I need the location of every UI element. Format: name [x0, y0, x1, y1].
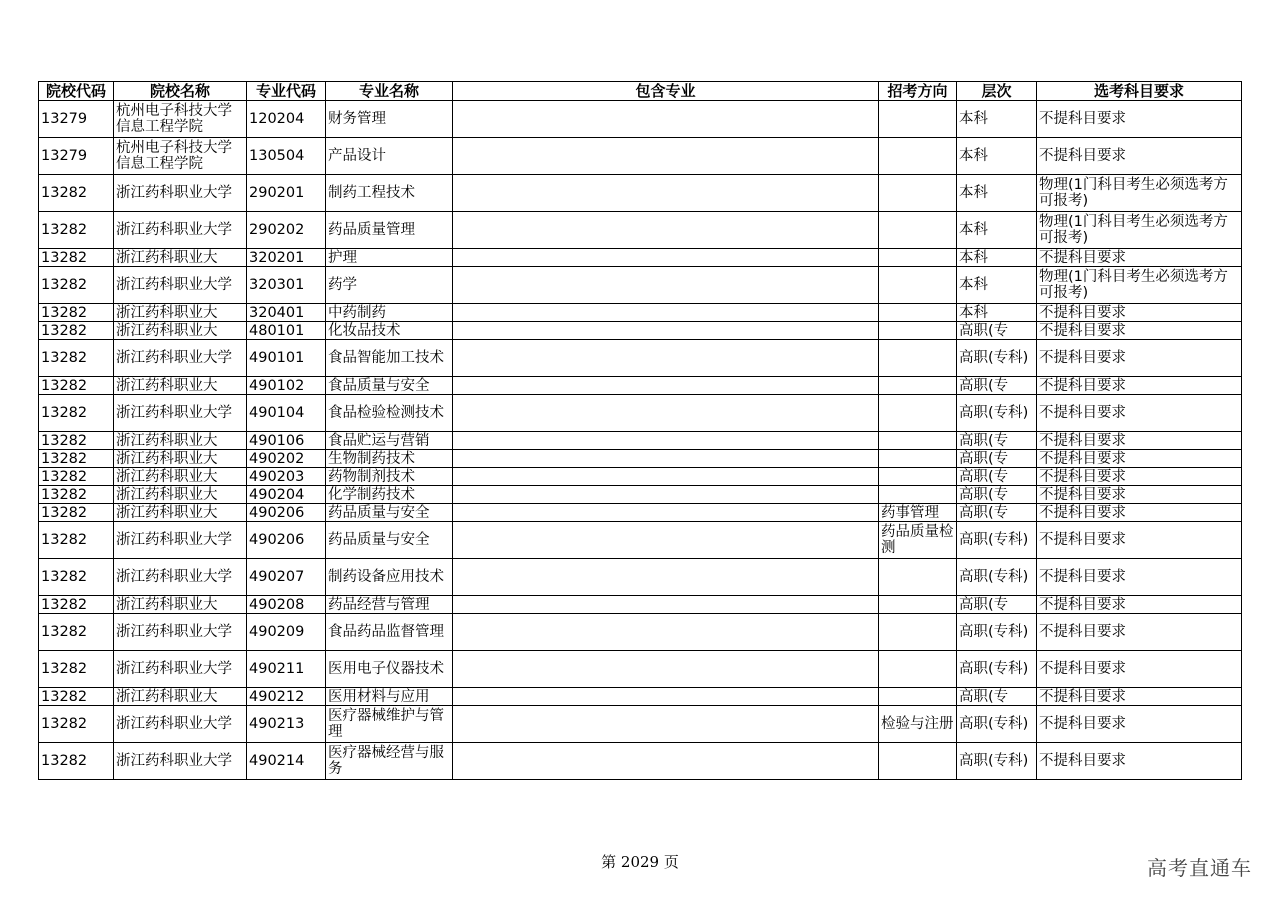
table-row — [39, 596, 1242, 614]
cell-school-name: 浙江药科职业大学 — [114, 212, 247, 249]
cell-school-code: 13282 — [39, 432, 114, 450]
cell-direction — [879, 559, 957, 596]
cell-major-code: 320201 — [247, 249, 326, 267]
cell-direction — [879, 304, 957, 322]
cell-school-name: 浙江药科职业大学 — [114, 614, 247, 651]
cell-major-name: 药品质量管理 — [326, 212, 453, 249]
header-major-code: 专业代码 — [247, 82, 326, 101]
cell-subject-requirement: 不提科目要求 — [1037, 101, 1242, 138]
cell-major-code: 130504 — [247, 138, 326, 175]
cell-subject-requirement: 不提科目要求 — [1037, 249, 1242, 267]
table-body — [39, 101, 1242, 780]
cell-major-code: 490204 — [247, 486, 326, 504]
cell-subject-requirement: 不提科目要求 — [1037, 614, 1242, 651]
cell-included-majors — [453, 395, 879, 432]
cell-included-majors — [453, 249, 879, 267]
cell-subject-requirement: 不提科目要求 — [1037, 522, 1242, 559]
cell-subject-requirement: 不提科目要求 — [1037, 432, 1242, 450]
cell-included-majors — [453, 267, 879, 304]
cell-major-name: 制药设备应用技术 — [326, 559, 453, 596]
cell-major-code: 490211 — [247, 651, 326, 688]
cell-level: 高职(专 — [957, 322, 1037, 340]
table-row — [39, 395, 1242, 432]
table-row — [39, 504, 1242, 522]
cell-level: 本科 — [957, 304, 1037, 322]
cell-school-code: 13282 — [39, 249, 114, 267]
header-major-name: 专业名称 — [326, 82, 453, 101]
cell-subject-requirement: 不提科目要求 — [1037, 486, 1242, 504]
cell-direction: 检验与注册 — [879, 706, 957, 743]
cell-major-code: 480101 — [247, 322, 326, 340]
cell-major-name: 医疗器械经营与服务 — [326, 743, 453, 780]
table-row — [39, 322, 1242, 340]
cell-major-code: 490202 — [247, 450, 326, 468]
cell-major-code: 490104 — [247, 395, 326, 432]
cell-included-majors — [453, 175, 879, 212]
cell-included-majors — [453, 212, 879, 249]
cell-direction — [879, 138, 957, 175]
cell-direction — [879, 377, 957, 395]
cell-level: 高职(专 — [957, 486, 1037, 504]
cell-level: 高职(专 — [957, 596, 1037, 614]
cell-major-code: 490214 — [247, 743, 326, 780]
cell-major-name: 财务管理 — [326, 101, 453, 138]
cell-direction — [879, 249, 957, 267]
cell-school-name: 杭州电子科技大学信息工程学院 — [114, 101, 247, 138]
cell-school-code: 13282 — [39, 340, 114, 377]
cell-level: 高职(专科) — [957, 651, 1037, 688]
cell-subject-requirement: 不提科目要求 — [1037, 688, 1242, 706]
cell-level: 高职(专科) — [957, 559, 1037, 596]
cell-school-code: 13282 — [39, 688, 114, 706]
cell-direction — [879, 468, 957, 486]
cell-included-majors — [453, 522, 879, 559]
cell-level: 高职(专 — [957, 468, 1037, 486]
cell-direction — [879, 322, 957, 340]
cell-level: 高职(专 — [957, 450, 1037, 468]
cell-included-majors — [453, 651, 879, 688]
cell-school-code: 13279 — [39, 138, 114, 175]
table-row — [39, 212, 1242, 249]
header-school-code: 院校代码 — [39, 82, 114, 101]
cell-level: 高职(专 — [957, 377, 1037, 395]
cell-direction — [879, 614, 957, 651]
cell-major-name: 食品质量与安全 — [326, 377, 453, 395]
cell-level: 高职(专科) — [957, 395, 1037, 432]
cell-major-name: 制药工程技术 — [326, 175, 453, 212]
cell-direction — [879, 267, 957, 304]
cell-included-majors — [453, 138, 879, 175]
cell-school-code: 13282 — [39, 504, 114, 522]
cell-major-name: 药品经营与管理 — [326, 596, 453, 614]
cell-level: 本科 — [957, 267, 1037, 304]
cell-level: 高职(专科) — [957, 522, 1037, 559]
cell-major-name: 化学制药技术 — [326, 486, 453, 504]
table-row — [39, 304, 1242, 322]
cell-major-code: 120204 — [247, 101, 326, 138]
watermark: 高考直通车 — [1147, 856, 1252, 880]
cell-school-name: 浙江药科职业大 — [114, 688, 247, 706]
cell-direction — [879, 596, 957, 614]
cell-school-code: 13282 — [39, 596, 114, 614]
cell-subject-requirement: 物理(1门科目考生必须选考方可报考) — [1037, 212, 1242, 249]
page-number: 第 2029 页 — [601, 853, 679, 871]
cell-included-majors — [453, 304, 879, 322]
cell-school-name: 浙江药科职业大 — [114, 432, 247, 450]
cell-direction — [879, 486, 957, 504]
cell-school-name: 浙江药科职业大 — [114, 504, 247, 522]
admission-table — [38, 81, 1242, 780]
cell-major-code: 290201 — [247, 175, 326, 212]
cell-major-code: 490206 — [247, 522, 326, 559]
cell-school-name: 浙江药科职业大 — [114, 450, 247, 468]
cell-subject-requirement: 不提科目要求 — [1037, 559, 1242, 596]
cell-included-majors — [453, 377, 879, 395]
cell-direction — [879, 450, 957, 468]
table-row — [39, 486, 1242, 504]
table-row — [39, 706, 1242, 743]
cell-major-code: 490207 — [247, 559, 326, 596]
cell-major-code: 290202 — [247, 212, 326, 249]
header-included-majors: 包含专业 — [453, 82, 879, 101]
cell-subject-requirement: 物理(1门科目考生必须选考方可报考) — [1037, 175, 1242, 212]
header-school-name: 院校名称 — [114, 82, 247, 101]
cell-school-name: 浙江药科职业大学 — [114, 395, 247, 432]
cell-school-name: 浙江药科职业大学 — [114, 559, 247, 596]
cell-direction: 药品质量检测 — [879, 522, 957, 559]
cell-major-name: 药物制剂技术 — [326, 468, 453, 486]
cell-major-name: 药品质量与安全 — [326, 522, 453, 559]
cell-major-name: 护理 — [326, 249, 453, 267]
cell-major-code: 490101 — [247, 340, 326, 377]
cell-major-name: 医疗器械维护与管理 — [326, 706, 453, 743]
cell-included-majors — [453, 101, 879, 138]
cell-level: 高职(专科) — [957, 614, 1037, 651]
cell-level: 高职(专 — [957, 504, 1037, 522]
cell-major-code: 490213 — [247, 706, 326, 743]
cell-school-name: 浙江药科职业大 — [114, 486, 247, 504]
cell-subject-requirement: 不提科目要求 — [1037, 138, 1242, 175]
cell-subject-requirement: 不提科目要求 — [1037, 651, 1242, 688]
cell-included-majors — [453, 432, 879, 450]
table-row — [39, 267, 1242, 304]
cell-level: 本科 — [957, 138, 1037, 175]
cell-school-code: 13282 — [39, 450, 114, 468]
cell-subject-requirement: 不提科目要求 — [1037, 377, 1242, 395]
table-row — [39, 468, 1242, 486]
cell-school-name: 浙江药科职业大学 — [114, 706, 247, 743]
cell-direction: 药事管理 — [879, 504, 957, 522]
cell-school-name: 杭州电子科技大学信息工程学院 — [114, 138, 247, 175]
cell-major-name: 医用材料与应用 — [326, 688, 453, 706]
table-row — [39, 522, 1242, 559]
cell-subject-requirement: 不提科目要求 — [1037, 304, 1242, 322]
cell-included-majors — [453, 596, 879, 614]
header-subject-requirement: 选考科目要求 — [1037, 82, 1242, 101]
cell-major-name: 产品设计 — [326, 138, 453, 175]
table-row — [39, 377, 1242, 395]
table-row — [39, 138, 1242, 175]
cell-included-majors — [453, 486, 879, 504]
cell-subject-requirement: 物理(1门科目考生必须选考方可报考) — [1037, 267, 1242, 304]
cell-level: 高职(专科) — [957, 340, 1037, 377]
cell-school-name: 浙江药科职业大学 — [114, 340, 247, 377]
cell-school-name: 浙江药科职业大学 — [114, 267, 247, 304]
header-level: 层次 — [957, 82, 1037, 101]
cell-level: 高职(专科) — [957, 743, 1037, 780]
cell-included-majors — [453, 614, 879, 651]
cell-school-code: 13282 — [39, 522, 114, 559]
cell-school-name: 浙江药科职业大学 — [114, 175, 247, 212]
cell-level: 高职(专 — [957, 688, 1037, 706]
table-row — [39, 450, 1242, 468]
cell-direction — [879, 101, 957, 138]
cell-subject-requirement: 不提科目要求 — [1037, 743, 1242, 780]
cell-school-name: 浙江药科职业大学 — [114, 743, 247, 780]
cell-school-name: 浙江药科职业大 — [114, 468, 247, 486]
table-row — [39, 432, 1242, 450]
cell-major-code: 490208 — [247, 596, 326, 614]
table-row — [39, 559, 1242, 596]
cell-major-name: 食品药品监督管理 — [326, 614, 453, 651]
cell-subject-requirement: 不提科目要求 — [1037, 706, 1242, 743]
cell-school-name: 浙江药科职业大学 — [114, 522, 247, 559]
cell-school-name: 浙江药科职业大学 — [114, 651, 247, 688]
cell-school-code: 13279 — [39, 101, 114, 138]
cell-direction — [879, 743, 957, 780]
header-direction: 招考方向 — [879, 82, 957, 101]
cell-level: 高职(专科) — [957, 706, 1037, 743]
table-row — [39, 175, 1242, 212]
cell-school-code: 13282 — [39, 486, 114, 504]
cell-school-code: 13282 — [39, 267, 114, 304]
cell-major-name: 生物制药技术 — [326, 450, 453, 468]
cell-subject-requirement: 不提科目要求 — [1037, 322, 1242, 340]
cell-major-name: 医用电子仪器技术 — [326, 651, 453, 688]
cell-included-majors — [453, 340, 879, 377]
cell-subject-requirement: 不提科目要求 — [1037, 395, 1242, 432]
table-row — [39, 688, 1242, 706]
cell-school-name: 浙江药科职业大 — [114, 596, 247, 614]
table-row — [39, 651, 1242, 688]
cell-major-code: 490203 — [247, 468, 326, 486]
cell-school-code: 13282 — [39, 743, 114, 780]
cell-direction — [879, 395, 957, 432]
cell-major-name: 食品贮运与营销 — [326, 432, 453, 450]
cell-level: 本科 — [957, 249, 1037, 267]
cell-subject-requirement: 不提科目要求 — [1037, 450, 1242, 468]
cell-school-name: 浙江药科职业大 — [114, 249, 247, 267]
cell-school-code: 13282 — [39, 304, 114, 322]
cell-school-name: 浙江药科职业大 — [114, 377, 247, 395]
cell-major-name: 药品质量与安全 — [326, 504, 453, 522]
cell-school-code: 13282 — [39, 212, 114, 249]
cell-direction — [879, 212, 957, 249]
cell-direction — [879, 432, 957, 450]
cell-subject-requirement: 不提科目要求 — [1037, 596, 1242, 614]
cell-school-code: 13282 — [39, 468, 114, 486]
cell-level: 本科 — [957, 212, 1037, 249]
cell-included-majors — [453, 706, 879, 743]
cell-major-name: 中药制药 — [326, 304, 453, 322]
cell-major-name: 化妆品技术 — [326, 322, 453, 340]
table-row — [39, 249, 1242, 267]
cell-major-code: 490209 — [247, 614, 326, 651]
cell-major-code: 490206 — [247, 504, 326, 522]
cell-school-code: 13282 — [39, 651, 114, 688]
cell-school-name: 浙江药科职业大 — [114, 304, 247, 322]
cell-direction — [879, 340, 957, 377]
table-row — [39, 340, 1242, 377]
cell-major-code: 320301 — [247, 267, 326, 304]
cell-major-name: 食品检验检测技术 — [326, 395, 453, 432]
cell-school-code: 13282 — [39, 559, 114, 596]
cell-school-code: 13282 — [39, 706, 114, 743]
cell-included-majors — [453, 450, 879, 468]
cell-included-majors — [453, 322, 879, 340]
cell-included-majors — [453, 559, 879, 596]
cell-level: 本科 — [957, 175, 1037, 212]
cell-major-code: 490102 — [247, 377, 326, 395]
cell-included-majors — [453, 688, 879, 706]
cell-major-code: 490106 — [247, 432, 326, 450]
table-row — [39, 101, 1242, 138]
cell-included-majors — [453, 504, 879, 522]
cell-major-name: 药学 — [326, 267, 453, 304]
cell-included-majors — [453, 743, 879, 780]
cell-school-code: 13282 — [39, 322, 114, 340]
cell-subject-requirement: 不提科目要求 — [1037, 468, 1242, 486]
cell-level: 本科 — [957, 101, 1037, 138]
cell-school-name: 浙江药科职业大 — [114, 322, 247, 340]
cell-school-code: 13282 — [39, 395, 114, 432]
cell-subject-requirement: 不提科目要求 — [1037, 504, 1242, 522]
cell-major-code: 490212 — [247, 688, 326, 706]
cell-subject-requirement: 不提科目要求 — [1037, 340, 1242, 377]
cell-school-code: 13282 — [39, 614, 114, 651]
table-row — [39, 743, 1242, 780]
cell-major-name: 食品智能加工技术 — [326, 340, 453, 377]
cell-direction — [879, 651, 957, 688]
cell-direction — [879, 175, 957, 212]
table-header-row — [39, 82, 1242, 101]
cell-included-majors — [453, 468, 879, 486]
cell-level: 高职(专 — [957, 432, 1037, 450]
cell-direction — [879, 688, 957, 706]
cell-school-code: 13282 — [39, 377, 114, 395]
cell-school-code: 13282 — [39, 175, 114, 212]
table-row — [39, 614, 1242, 651]
cell-major-code: 320401 — [247, 304, 326, 322]
